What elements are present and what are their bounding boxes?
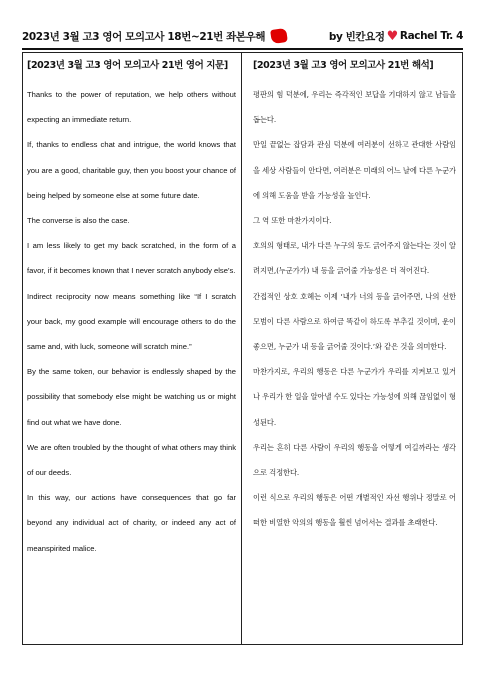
- author-suffix: Rachel Tr. 4: [399, 30, 463, 42]
- korean-sentence: 만일 끝없는 잡담과 관심 덕분에 여러분이 선하고 관대한 사람임을 세상 사람들이 안다면, 여러분은 미래의 어느 날에 다른 누군가에 의해 도움을 받을 가능성을 높인다.: [253, 140, 456, 200]
- english-sentence: Thanks to the power of reputation, we help others without expecting an immediate return.: [27, 90, 236, 125]
- author-credit: [329, 29, 463, 44]
- english-sentence: Indirect reciprocity now means something like “If I scratch your back, my good example will encourage others to do the same and, with luck, someone will scratch mine.”: [27, 291, 236, 352]
- header-divider: [22, 48, 463, 50]
- english-column: [23, 53, 242, 644]
- korean-column-title: [2023년 3월 고3 영어 모의고사 21번 해석]: [253, 60, 434, 71]
- korean-sentence: 그 역 또한 마찬가지이다.: [253, 216, 332, 226]
- document-title: 2023년 3월 고3 영어 모의고사 18번~21번 좌본우해: [22, 30, 266, 43]
- two-column-table: [22, 52, 463, 645]
- korean-column: [242, 53, 462, 644]
- korean-sentence: 우리는 흔히 다른 사람이 우리의 행동을 어떻게 여길까라는 생각으로 걱정한다.: [253, 442, 456, 478]
- english-sentence: In this way, our actions have consequences that go far beyond any individual act of charity, or indeed any act of meanspirited malice.: [27, 493, 236, 553]
- korean-sentence: 이런 식으로 우리의 행동은 어떤 개별적인 자선 행위나 정말로 어떠한 비열한 악의의 행동을 훨씬 넘어서는 결과를 초래한다.: [253, 493, 456, 528]
- korean-sentence: 간접적인 상호 호혜는 이제 ‘내가 너의 등을 긁어주면, 나의 선한 모범이 다른 사람으로 하여금 똑같이 하도록 부추길 것이며, 운이 좋으면, 누군가 내 등을 긁어줄 것이다.’와 같은 것을 의미한다.: [253, 291, 456, 352]
- header-title-group: [22, 29, 287, 44]
- red-highlight-mark: [270, 28, 288, 44]
- korean-sentence: 호의의 형태로, 내가 다른 누구의 등도 긁어주지 않는다는 것이 알려지면,(누군가가) 내 등을 긁어줄 가능성은 더 적어진다.: [253, 241, 456, 276]
- korean-sentence: 평판의 힘 덕분에, 우리는 즉각적인 보답을 기대하지 않고 남들을 돕는다.: [253, 90, 456, 125]
- author-prefix: by 빈칸요정: [328, 30, 385, 43]
- korean-sentence: 마찬가지로, 우리의 행동은 다른 누군가가 우리를 지켜보고 있거나 우리가 한 일을 알아낼 수도 있다는 가능성에 의해 끊임없이 형성된다.: [253, 367, 456, 427]
- english-sentence: I am less likely to get my back scratched, in the form of a favor, if it becomes known that I never scratch anybody else’s.: [27, 241, 236, 276]
- english-sentence: We are often troubled by the thought of what others may think of our deeds.: [27, 442, 236, 478]
- english-column-title: [2023년 3월 고3 영어 모의고사 21번 영어 지문]: [27, 60, 228, 71]
- english-sentence: By the same token, our behavior is endlessly shaped by the possibility that somebody else might be watching us or might find out what we have done.: [27, 367, 236, 427]
- document-header: [22, 25, 463, 47]
- english-sentence: If, thanks to endless chat and intrigue, the world knows that you are a good, charitable guy, then you boost your chance of being helped by someone else at some future date.: [27, 140, 236, 200]
- english-sentence: The converse is also the case.: [27, 216, 130, 226]
- heart-icon: ♥: [386, 28, 398, 44]
